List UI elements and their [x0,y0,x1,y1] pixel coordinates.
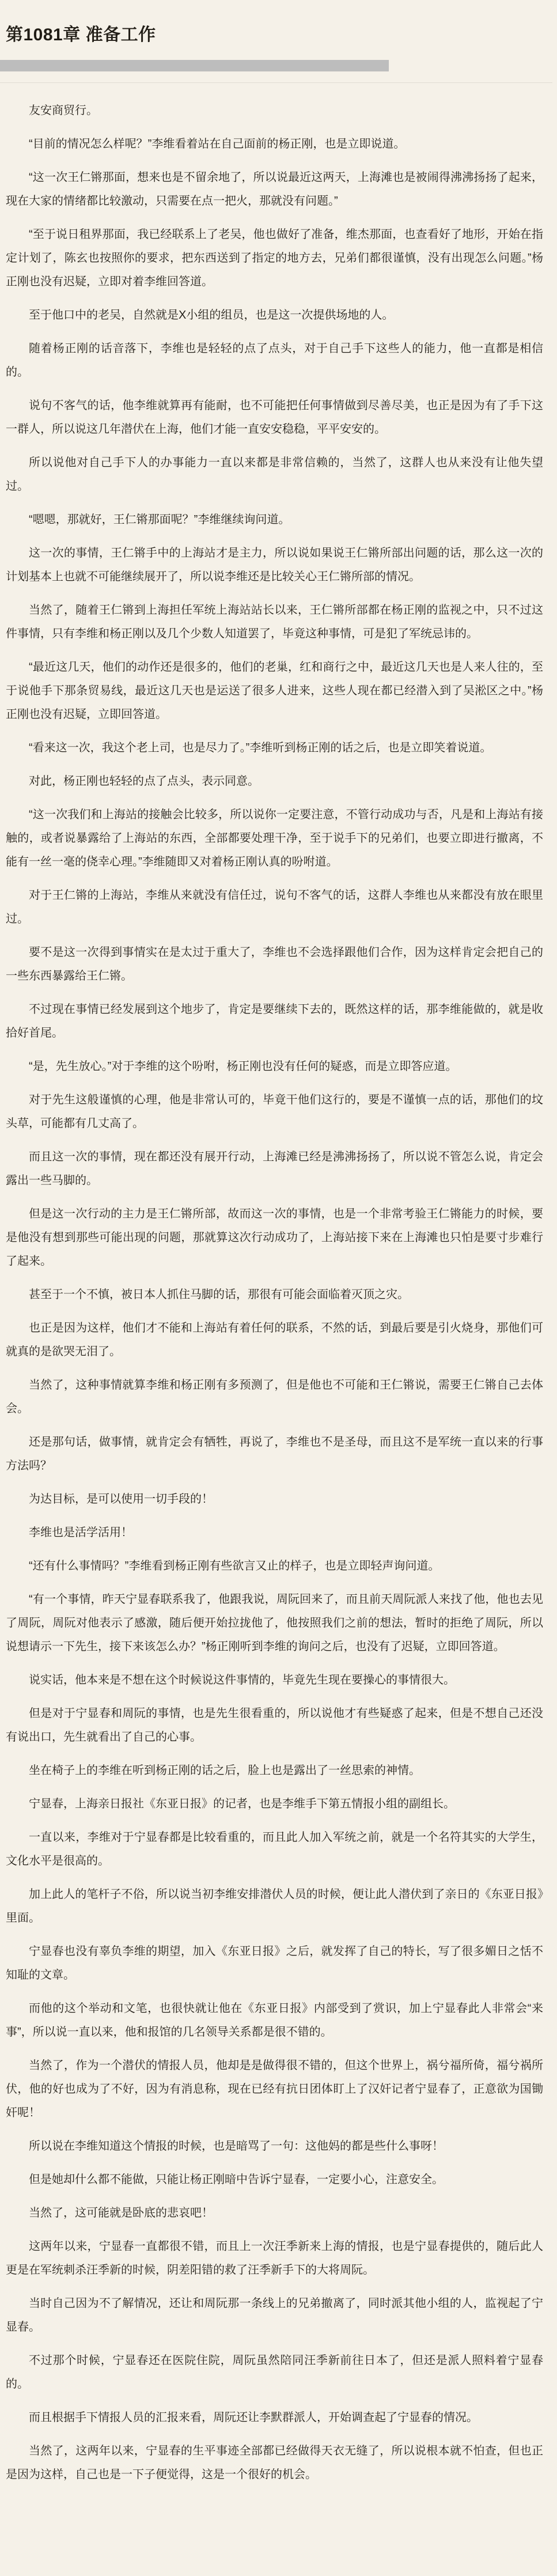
paragraph: 对于王仁锵的上海站，李维从来就没有信任过，说句不客气的话，这群人李维也从来都没有放在眼里过。 [6,889,543,925]
paragraph: “目前的情况怎么样呢？”李维看着站在自己面前的杨正刚，也是立即说道。 [29,138,406,150]
paragraph: 说句不客气的话，他李维就算再有能耐，也不可能把任何事情做到尽善尽美，也正是因为有了手下这一群人，所以说这几年潜伏在上海，他们才能一直安安稳稳，平平安安的。 [6,399,543,436]
paragraph: “看来这一次，我这个老上司，也是尽力了。”李维听到杨正刚的话之后，也是立即笑着说道。 [29,742,492,754]
paragraph: 当然了，这可能就是卧底的悲哀吧！ [29,2207,213,2219]
paragraph: “这一次王仁锵那面，想来也是不留余地了，所以说最近这两天，上海滩也是被闹得沸沸扬扬了起来，现在大家的情绪都比较激动，只需要在点一把火，那就没有问题。” [6,171,543,207]
paragraph: “最近这几天，他们的动作还是很多的，他们的老巢，红和商行之中，最近这几天也是人来人往的，至于说他手下那条贸易线，最近这几天也是运送了很多人进来，这些人现在都已经潜入到了吴淞区之中。”杨正刚也没有迟疑，立即回答道。 [6,661,543,721]
paragraph: 也正是因为这样，他们才不能和上海站有着任何的联系，不然的话，到最后要是引火烧身，那他们可就真的是欲哭无泪了。 [6,1322,543,1358]
paragraph: 当然了，这两年以来，宁显春的生平事迹全部都已经做得天衣无缝了，所以说根本就不怕查，但也正是因为这样，自己也是一下子便觉得，这是一个很好的机会。 [6,2445,543,2481]
paragraph: 至于他口中的老吴，自然就是X小组的组员，也是这一次提供场地的人。 [29,309,394,321]
paragraph: 而他的这个举动和文笔，也很快就让他在《东亚日报》内部受到了赏识，加上宁显春此人非常会“来事”，所以说一直以来，他和报馆的几名领导关系都是很不错的。 [6,2002,543,2038]
paragraph: 要不是这一次得到事情实在是太过于重大了，李维也不会选择跟他们合作，因为这样肯定会把自己的一些东西暴露给王仁锵。 [6,946,543,982]
paragraph: 当然了，随着王仁锵到上海担任军统上海站站长以来，王仁锵所部都在杨正刚的监视之中，只不过这件事情，只有李维和杨正刚以及几个少数人知道罢了，毕竟这种事情，可是犯了军统忌讳的。 [6,604,543,640]
paragraph: 宁显春，上海亲日报社《东亚日报》的记者，也是李维手下第五情报小组的副组长。 [29,1798,455,1810]
paragraph: 不过现在事情已经发展到这个地步了，肯定是要继续下去的，既然这样的话，那李维能做的，就是收拾好首尾。 [6,1003,543,1039]
chapter-content [0,83,557,2531]
paragraph: 对此，杨正刚也轻轻的点了点头，表示同意。 [29,775,259,788]
paragraph: 这一次的事情，王仁锵手中的上海站才是主力，所以说如果说王仁锵所部出问题的话，那么这一次的计划基本上也就不可能继续展开了，所以说李维还是比较关心王仁锵所部的情况。 [6,547,543,583]
paragraph: 这两年以来，宁显春一直都很不错，而且上一次汪季新来上海的情报，也是宁显春提供的，随后此人更是在军统刺杀汪季新的时候，阴差阳错的救了汪季新手下的大将周阮。 [6,2240,543,2276]
paragraph: 一直以来，李维对于宁显春都是比较看重的，而且此人加入军统之前，就是一个名符其实的大学生，文化水平是很高的。 [6,1831,543,1867]
paragraph: 宁显春也没有辜负李维的期望，加入《东亚日报》之后，就发挥了自己的特长，写了很多媚日之恬不知耻的文章。 [6,1945,543,1981]
paragraph: 甚至于一个不慎，被日本人抓住马脚的话，那很有可能会面临着灭顶之灾。 [29,1288,409,1301]
paragraph: 说实话，他本来是不想在这个时候说这件事情的，毕竟先生现在要操心的事情很大。 [29,1674,455,1686]
paragraph: 当时自己因为不了解情况，还让和周阮那一条线上的兄弟撤离了，同时派其他小组的人，监视起了宁显春。 [6,2297,543,2333]
paragraph: “还有什么事情吗？”李维看到杨正刚有些欲言又止的样子，也是立即轻声询问道。 [29,1560,440,1572]
paragraph: 但是这一次行动的主力是王仁锵所部，故而这一次的事情，也是一个非常考验王仁锵能力的时候，要是他没有想到那些可能出现的问题，那就算这次行动成功了，上海站接下来在上海滩也只怕是要寸步难行了起来。 [6,1208,543,1268]
paragraph: 当然了，作为一个潜伏的情报人员，他却是是做得很不错的，但这个世界上，祸兮福所倚，福兮祸所伏，他的好也成为了不好，因为有消息称，现在已经有抗日团体盯上了汉奸记者宁显春了，正意欲为国锄奸呢！ [6,2059,543,2119]
paragraph: 所以说在李维知道这个情报的时候，也是暗骂了一句：这他妈的都是些什么事呀！ [29,2140,444,2153]
paragraph: 但是她却什么都不能做，只能让杨正刚暗中告诉宁显春，一定要小心，注意安全。 [29,2173,444,2186]
paragraph: 当然了，这种事情就算李维和杨正刚有多预测了，但是他也不可能和王仁锵说，需要王仁锵自己去体会。 [6,1379,543,1415]
paragraph: 还是那句话，做事情，就肯定会有牺牲，再说了，李维也不是圣母，而且这不是军统一直以来的行事方法吗？ [6,1436,543,1472]
paragraph: 随着杨正刚的话音落下，李维也是轻轻的点了点头，对于自己手下这些人的能力，他一直都是相信的。 [6,342,543,379]
paragraph: 而且根据手下情报人员的汇报来看，周阮还让李默群派人，开始调查起了宁显春的情况。 [29,2411,478,2424]
paragraph: 友安商贸行。 [29,104,98,117]
paragraph: 坐在椅子上的李维在听到杨正刚的话之后，脸上也是露出了一丝思索的神情。 [29,1764,420,1777]
paragraph: “是，先生放心。”对于李维的这个吩咐，杨正刚也没有任何的疑惑，而是立即答应道。 [29,1060,457,1073]
paragraph: “至于说日租界那面，我已经联系上了老吴，他也做好了准备，维杰那面，也查看好了地形，开始在指定计划了，陈玄也按照你的要求，把东西送到了指定的地方去，兄弟们都很谨慎，没有出现怎么问题。”杨正刚也没有迟疑，立即对着李维回答道。 [6,228,543,288]
paragraph: 对于先生这般谨慎的心理，他是非常认可的，毕竟干他们这行的，要是不谨慎一点的话，那他们的坟头草，可能都有几丈高了。 [6,1094,543,1130]
ad-placeholder-bar [0,60,389,71]
paragraph: “有一个事情，昨天宁显春联系我了，他跟我说，周阮回来了，而且前天周阮派人来找了他，他也去见了周阮，周阮对他表示了感激，随后便开始拉拢他了，他按照我们之前的想法，暂时的拒绝了周阮，所以说想请示一下先生，接下来该怎么办？”杨正刚听到李维的询问之后，也没有了迟疑，立即回答道。 [6,1593,543,1653]
paragraph: 加上此人的笔杆子不俗，所以说当初李维安排潜伏人员的时候，便让此人潜伏到了亲日的《东亚日报》里面。 [6,1888,543,1924]
chapter-title: 第1081章 准备工作 [6,25,156,44]
paragraph: “这一次我们和上海站的接触会比较多，所以说你一定要注意，不管行动成功与否，凡是和上海站有接触的，或者说暴露给了上海站的东西，全部都要处理干净，至于说手下的兄弟们，也要立即进行撤离，不能有一丝一毫的侥幸心理。”李维随即又对着杨正刚认真的吩咐道。 [6,808,543,868]
paragraph: 但是对于宁显春和周阮的事情，也是先生很看重的，所以说他才有些疑惑了起来，但是不想自己还没有说出口，先生就看出了自己的心事。 [6,1707,543,1743]
paragraph: 李维也是活学活用！ [29,1526,132,1539]
paragraph: 而且这一次的事情，现在都还没有展开行动，上海滩已经是沸沸扬扬了，所以说不管怎么说，肯定会露出一些马脚的。 [6,1151,543,1187]
paragraph: 不过那个时候，宁显春还在医院住院，周阮虽然陪同汪季新前往日本了，但还是派人照料着宁显春的。 [6,2354,543,2390]
paragraph: 所以说他对自己手下人的办事能力一直以来都是非常信赖的，当然了，这群人也从来没有让他失望过。 [6,456,543,493]
paragraph: “嗯嗯，那就好，王仁锵那面呢？”李维继续询问道。 [29,513,290,526]
paragraph: 为达目标，是可以使用一切手段的！ [29,1493,213,1505]
